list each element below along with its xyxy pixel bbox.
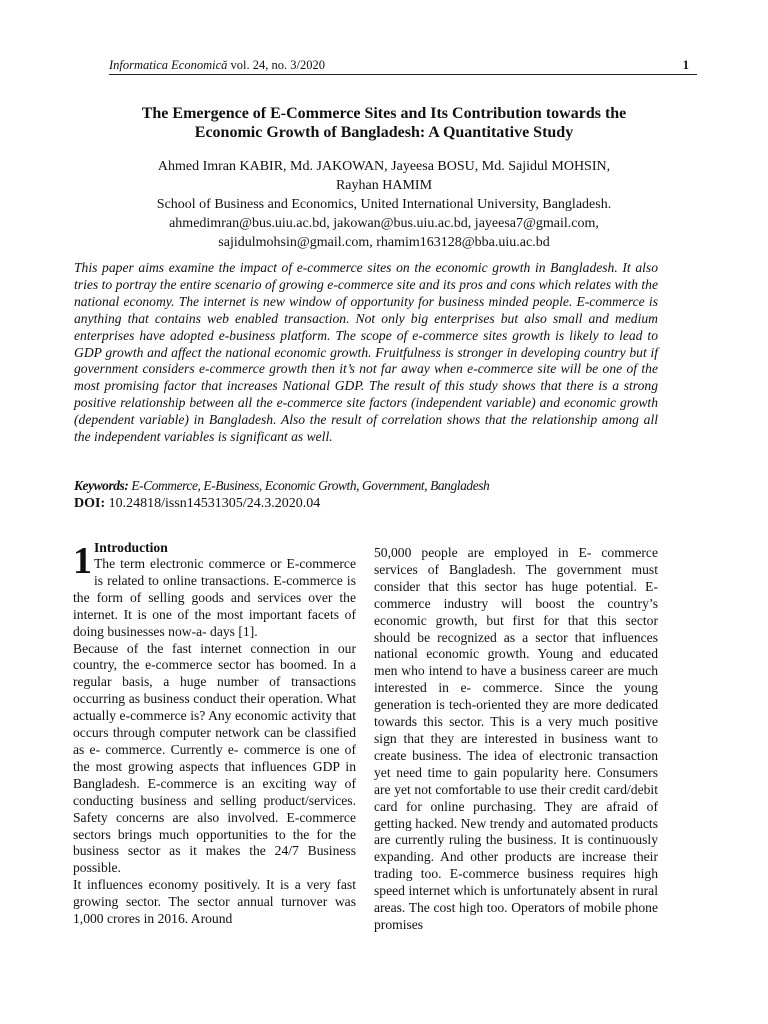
author-emails-line-2: sajidulmohsin@gmail.com, rhamim163128@bba.uiu.ac.bd — [218, 235, 550, 250]
keywords — [74, 478, 674, 494]
section-intro-paragraph-4: 50,000 people are employed in E- commerce services of Bangladesh. The government must consider that this sector has huge potential. E- commerce industry will boost the country’s economic growth, but first for that this sector should be recognized as a sector that influences national economic growth. Young and educated men who intend to have a business career are much interested in e- commerce. Since the young generation is tech-oriented they are more dedicated towards this sector. This is a very much positive sign that they are interested in business want to create business. The idea of electronic transaction yet need time to gain popularity here. Consumers are yet not comfortable to use their credit card/debit card for online purchasing. They are afraid of getting hacked. New trendy and automated products are currently ruling the business. It is continuously expanding. And other products are increase their trading too. E-commerce business requires high speed internet which is unfortunately absent in rural areas. The cost high too. Operators of mobile phone promises — [374, 545, 658, 932]
doi-value: 10.24818/issn14531305/24.3.2020.04 — [105, 496, 321, 511]
paragraph-text: The term electronic commerce or E-commerce is related to online transactions. E-commerce is the form of selling goods and services over the internet. It is one of the most important facets of doing businesses now-a- days [1]. — [73, 556, 356, 639]
page-number: 1 — [682, 58, 689, 72]
body-column-left — [73, 540, 356, 928]
doi — [74, 496, 674, 512]
running-header — [109, 56, 697, 75]
paper-title — [70, 104, 698, 142]
author-block — [60, 157, 708, 252]
doi-label: DOI: — [74, 496, 106, 511]
journal-name: Informatica Economică — [109, 58, 228, 72]
author-names-line-2: Rayhan HAMIM — [335, 178, 433, 193]
author-names-line-1: Ahmed Imran KABIR, Md. JAKOWAN, Jayeesa BOSU, Md. Sajidul MOHSIN, — [157, 159, 611, 174]
body-column-right — [374, 545, 658, 934]
journal-issue: vol. 24, no. 3/2020 — [227, 58, 325, 72]
section-intro-paragraph-1 — [73, 540, 356, 641]
section-intro-paragraph-2: Because of the fast internet connection in our country, the e-commerce sector has boomed. In a regular basis, a huge number of transactions occurring as business conduct their operation. What actually e-commerce is? Any economic activity that occurs through computer network can be classified as e- commerce. Currently e- commerce is one of the most growing aspects that influences GDP in Bangladesh. E-commerce is an exciting way of conducting business and selling product/services. Safety concerns are also involved. E-commerce sectors brings much opportunities to the for the business sector as it makes the 24/7 Business possible. — [73, 640, 356, 876]
section-title: Introduction — [94, 540, 168, 555]
keywords-label: Keywords: — [74, 478, 129, 493]
journal-citation — [109, 58, 325, 73]
section-intro-paragraph-3: It influences economy positively. It is a very fast growing sector. The sector annual turnover was 1,000 crores in 2016. Around — [73, 877, 356, 927]
section-number-dropcap: 1 — [73, 540, 92, 582]
author-affiliation: School of Business and Economics, United International University, Bangladesh. — [156, 197, 612, 212]
abstract: This paper aims examine the impact of e-commerce sites on the economic growth in Bangladesh. It also tries to portray the entire scenario of growing e-commerce site and its pros and cons which relates with the national economy. The internet is new window of opportunity for business minded people. E-commerce is anything that contains web enabled transaction. Not only big enterprises but also small and medium enterprises have adopted e-business platform. The scope of e-commerce sites growth is likely to lead to GDP growth and affect the national economic growth. Fruitfulness is stronger in developing country but if government considers e-commerce growth then it’s not far away when e-commerce site will be one of the most promising factor that increases National GDP. The result of this study shows that there is a strong positive relationship between all the e-commerce site factors (independent variable) and economic growth (dependent variable) in Bangladesh. Also the result of correlation shows that the relationship among all the independent variables is significant as well. — [74, 260, 658, 445]
title-line-2: Economic Growth of Bangladesh: A Quantitative Study — [194, 124, 574, 141]
author-emails-line-1: ahmedimran@bus.uiu.ac.bd, jakowan@bus.uiu.ac.bd, jayeesa7@gmail.com, — [169, 216, 599, 231]
keywords-text: E-Commerce, E-Business, Economic Growth, Government, Bangladesh — [128, 478, 490, 493]
title-line-1: The Emergence of E-Commerce Sites and Its Contribution towards the — [141, 105, 627, 122]
